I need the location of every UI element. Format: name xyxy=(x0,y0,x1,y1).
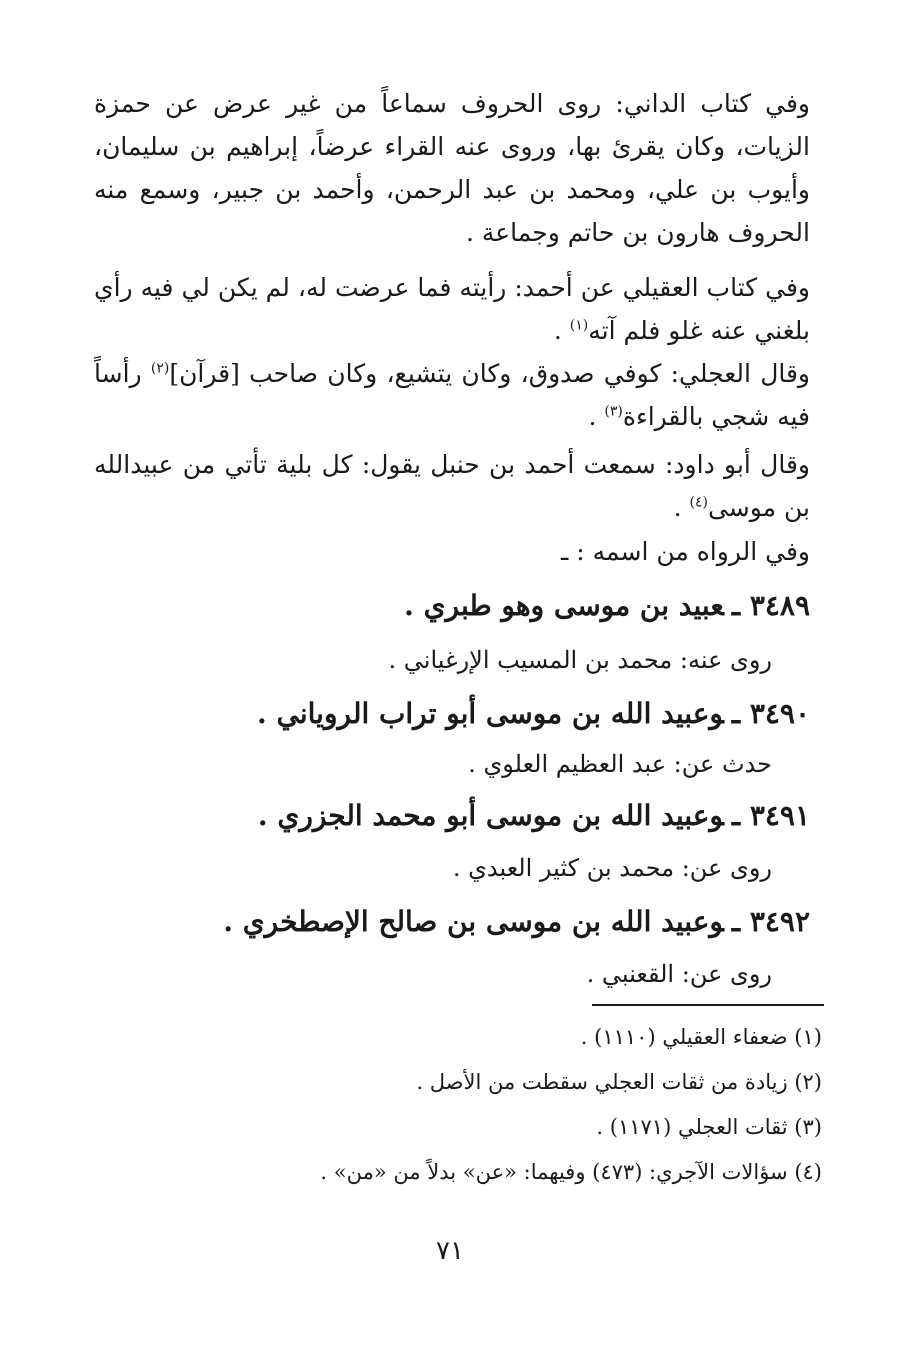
paragraph-text: وقال أبو داود: سمعت أحمد بن حنبل يقول: كل بلية تأتي من عبيدالله بن موسى xyxy=(94,450,810,522)
body-paragraph-5 xyxy=(94,530,810,573)
entry-detail: روى عن: محمد بن كثير العبدي . xyxy=(452,854,772,882)
entry-detail: حدث عن: عبد العظيم العلوي . xyxy=(468,750,772,778)
footnote-separator xyxy=(592,1004,824,1006)
entry-heading xyxy=(94,586,810,626)
body-paragraph-1 xyxy=(94,82,810,254)
body-paragraph-3 xyxy=(94,352,810,438)
paragraph-continuation: رأساً فيه شجي بالقراءة xyxy=(94,359,810,431)
body-paragraph-4 xyxy=(94,443,810,529)
footnote-ref-2: (٢) xyxy=(150,360,170,377)
footnote-2: (٢) زيادة من ثقات العجلي سقطت من الأصل . xyxy=(416,1070,822,1094)
footnote-ref-4: (٤) xyxy=(689,494,708,511)
footnote-1: (١) ضعفاء العقيلي (١١١٠) . xyxy=(580,1025,822,1049)
entry-name: وعبيد الله بن موسى أبو تراب الروياني . xyxy=(257,697,724,730)
entry-name: عبيد بن موسى وهو طبري . xyxy=(404,589,724,622)
footnote-3: (٣) ثقات العجلي (١١٧١) . xyxy=(596,1115,822,1139)
entry-number: ٣٤٩١ ـ xyxy=(731,799,810,832)
footnote-4: (٤) سؤالات الآجري: (٤٧٣) وفيهما: «عن» بدلاً من «من» . xyxy=(320,1160,822,1184)
entry-heading xyxy=(94,902,810,942)
entry-name: وعبيد الله بن موسى بن صالح الإصطخري . xyxy=(223,905,724,938)
entry-detail: روى عن: القعنبي . xyxy=(586,960,772,988)
entry-heading xyxy=(94,694,810,734)
entry-number: ٣٤٨٩ ـ xyxy=(731,589,810,622)
body-paragraph-2 xyxy=(94,266,810,352)
entry-heading xyxy=(94,796,810,836)
paragraph-end: . xyxy=(553,316,570,345)
entry-detail: روى عنه: محمد بن المسيب الإرغياني . xyxy=(388,646,772,674)
page-number: ٧١ xyxy=(436,1236,464,1266)
footnote-ref-1: (١) xyxy=(569,317,589,334)
paragraph-text: وفي الرواه من اسمه : ـ xyxy=(561,537,810,566)
paragraph-text: وفي كتاب العقيلي عن أحمد: رأيته فما عرضت له، لم يكن لي فيه رأي بلغني عنه غلو فلم آته xyxy=(94,273,810,345)
paragraph-end: . xyxy=(588,402,605,431)
paragraph-text: وفي كتاب الداني: روى الحروف سماعاً من غير عرض عن حمزة الزيات، وكان يقرئ بها، وروى عنه القراء عرضاً، إبراهيم بن سليمان، وأيوب بن علي، ومحمد بن عبد الرحمن، وأحمد بن جبير، وسمع منه الحروف هارون بن حاتم وجماعة . xyxy=(94,89,810,247)
entry-name: وعبيد الله بن موسى أبو محمد الجزري . xyxy=(257,799,724,832)
paragraph-text: وقال العجلي: كوفي صدوق، وكان يتشيع، وكان صاحب [قرآن] xyxy=(169,359,810,388)
footnote-ref-3: (٣) xyxy=(604,403,623,420)
paragraph-end: . xyxy=(673,493,690,522)
entry-number: ٣٤٩٠ ـ xyxy=(731,697,810,730)
entry-number: ٣٤٩٢ ـ xyxy=(731,905,810,938)
